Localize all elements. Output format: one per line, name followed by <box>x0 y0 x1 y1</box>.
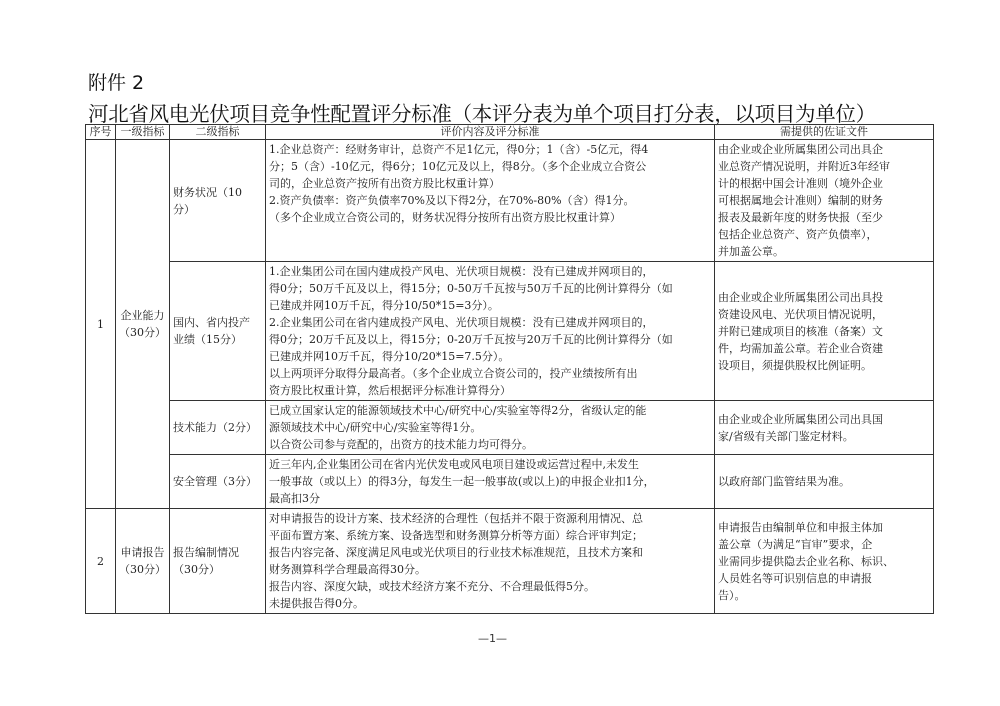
text-line: 计的根据中国会计准则（境外企业 <box>718 177 883 190</box>
text-line: 盖公章（为满足“盲审”要求，企 <box>718 537 873 551</box>
text-line: 申请报告 <box>120 546 165 559</box>
text-line: 设项目，须提供股权比例证明。 <box>718 358 872 372</box>
attachment-label: 附件 2 <box>88 72 145 94</box>
header-level1: 一级指标 <box>116 125 170 140</box>
level2-indicator <box>170 455 266 509</box>
text-line: 已建成并网10万千瓦，得分10/20*15=7.5分）。 <box>269 350 510 363</box>
text-line: 分；5（含）-10亿元，得6分；10亿元及以上，得8分。（多个企业成立合资公 <box>269 160 647 173</box>
text-line: （30分） <box>119 563 166 576</box>
text-line: 已成立国家认定的能源领域技术中心/研究中心/实验室等得2分，省级认定的能 <box>269 404 647 417</box>
text-line: 报告内容完备、深度满足风电或光伏项目的行业技术标准规范，且技术方案和 <box>269 546 643 559</box>
text-line: 未提供报告得0分。 <box>269 597 364 610</box>
table-row <box>86 401 934 455</box>
text-line: （30分） <box>173 563 220 576</box>
text-line: 报告编制情况 <box>173 546 239 559</box>
table-row <box>86 509 934 614</box>
evidence-documents <box>715 509 934 614</box>
document-title: 河北省风电光伏项目竞争性配置评分标准（本评分表为单个项目打分表，以项目为单位） <box>88 102 876 126</box>
text-line: 并加盖公章。 <box>718 245 784 258</box>
text-line: 申请报告由编制单位和申报主体加 <box>718 520 883 534</box>
evidence-documents <box>715 455 934 509</box>
text-line: 以上两项评分取得分最高者。（多个企业成立合资公司的，投产业绩按所有出 <box>269 367 638 380</box>
level2-indicator <box>170 140 266 262</box>
text-line: 最高扣3分 <box>269 492 320 505</box>
text-line: 2.资产负债率：资产负债率70%及以下得2分，在70%-80%（含）得1分。 <box>269 194 635 207</box>
text-line: 以合资公司参与竞配的，出资方的技术能力均可得分。 <box>269 438 533 451</box>
header-level2: 二级指标 <box>170 125 266 140</box>
level1-indicator <box>116 140 170 509</box>
text-line: 近三年内,企业集团公司在省内光伏发电或风电项目建设或运营过程中,未发生 <box>269 458 639 471</box>
page-number: —1— <box>478 632 507 645</box>
header-content: 评价内容及评分标准 <box>266 125 715 140</box>
text-line: 技术能力（2分） <box>173 421 257 434</box>
header-evidence: 需提供的佐证文件 <box>715 125 934 140</box>
text-line: 资方股比权重计算，然后根据评分标准计算得分） <box>269 384 511 397</box>
text-line: 报表及最新年度的财务快报（至少 <box>718 211 883 224</box>
table-row <box>86 455 934 509</box>
text-line: 1.企业总资产：经财务审计，总资产不足1亿元，得0分；1（含）-5亿元，得4 <box>269 143 649 156</box>
text-line: 平面布置方案、系统方案、设备选型和财务测算分析等方面）综合评审判定； <box>269 529 643 542</box>
level2-indicator <box>170 401 266 455</box>
text-line: 报告内容、深度欠缺，或技术经济方案不充分、不合理最低得5分。 <box>269 580 595 593</box>
evidence-documents <box>715 401 934 455</box>
text-line: 家/省级有关部门鉴定材料。 <box>718 429 854 443</box>
table-header-row <box>86 125 934 140</box>
text-line: 资建设风电、光伏项目情况说明， <box>718 307 883 321</box>
text-line: 件，均需加盖公章。若企业合资建 <box>718 341 883 355</box>
evidence-documents <box>715 140 934 262</box>
scoring-criteria <box>266 455 715 509</box>
text-line: （多个企业成立合资公司的，财务状况得分按所有出资方股比权重计算） <box>269 211 621 224</box>
scoring-criteria <box>266 401 715 455</box>
header-no: 序号 <box>86 125 116 140</box>
evidence-documents <box>715 262 934 401</box>
text-line: 分） <box>173 202 195 216</box>
text-line: 告）。 <box>718 588 746 602</box>
text-line: 司的，企业总资产按所有出资方股比权重计算） <box>269 177 500 190</box>
text-line: 由企业或企业所属集团公司出具投 <box>718 290 883 304</box>
text-line: 国内、省内投产 <box>173 316 250 329</box>
text-line: 业总资产情况说明，并附近3年经审 <box>718 160 890 173</box>
text-line: 2.企业集团公司在省内建成投产风电、光伏项目规模：没有已建成并网项目的， <box>269 316 654 329</box>
text-line: 得0分；20万千瓦及以上，得15分；0-20万千瓦按与20万千瓦的比例计算得分（如 <box>269 333 673 346</box>
table-row <box>86 262 934 401</box>
text-line: （30分） <box>119 326 166 339</box>
text-line: 包括企业总资产、资产负债率）， <box>718 228 878 241</box>
scoring-criteria <box>266 140 715 262</box>
text-line: 由企业或企业所属集团公司出具企 <box>718 143 883 156</box>
level2-indicator <box>170 262 266 401</box>
scoring-criteria <box>266 509 715 614</box>
text-line: 并附已建成项目的核准（备案）文 <box>718 324 883 338</box>
text-line: 已建成并网10万千瓦，得分10/50*15=3分）。 <box>269 299 499 312</box>
row-number: 1 <box>86 140 116 509</box>
table-row <box>86 140 934 262</box>
text-line: 由企业或企业所属集团公司出具国 <box>718 412 883 426</box>
text-line: 1.企业集团公司在国内建成投产风电、光伏项目规模：没有已建成并网项目的， <box>269 265 654 278</box>
scoring-table <box>85 124 934 614</box>
text-line: 安全管理（3分） <box>173 475 257 488</box>
text-line: 以政府部门监管结果为准。 <box>718 475 850 488</box>
scoring-criteria <box>266 262 715 401</box>
text-line: 财务测算科学合理最高得30分。 <box>269 563 426 576</box>
text-line: 财务状况（10 <box>173 185 242 199</box>
text-line: 业需同步提供隐去企业名称、标识、 <box>718 554 894 568</box>
level1-indicator <box>116 509 170 614</box>
text-line: 对申请报告的设计方案、技术经济的合理性（包括并不限于资源利用情况、总 <box>269 512 643 525</box>
text-line: 一般事故（或以上）的得3分，每发生一起一般事故(或以上)的申报企业扣1分， <box>269 475 655 488</box>
level2-indicator <box>170 509 266 614</box>
text-line: 得0分；50万千瓦及以上，得15分；0-50万千瓦按与50万千瓦的比例计算得分（如 <box>269 282 673 295</box>
text-line: 源领域技术中心/研究中心/实验室等得1分。 <box>269 421 482 434</box>
text-line: 可根据属地会计准则）编制的财务 <box>718 194 883 207</box>
text-line: 人员姓名等可识别信息的申请报 <box>718 571 872 585</box>
text-line: 企业能力 <box>120 309 165 322</box>
text-line: 业绩（15分） <box>173 333 242 346</box>
row-number: 2 <box>86 509 116 614</box>
